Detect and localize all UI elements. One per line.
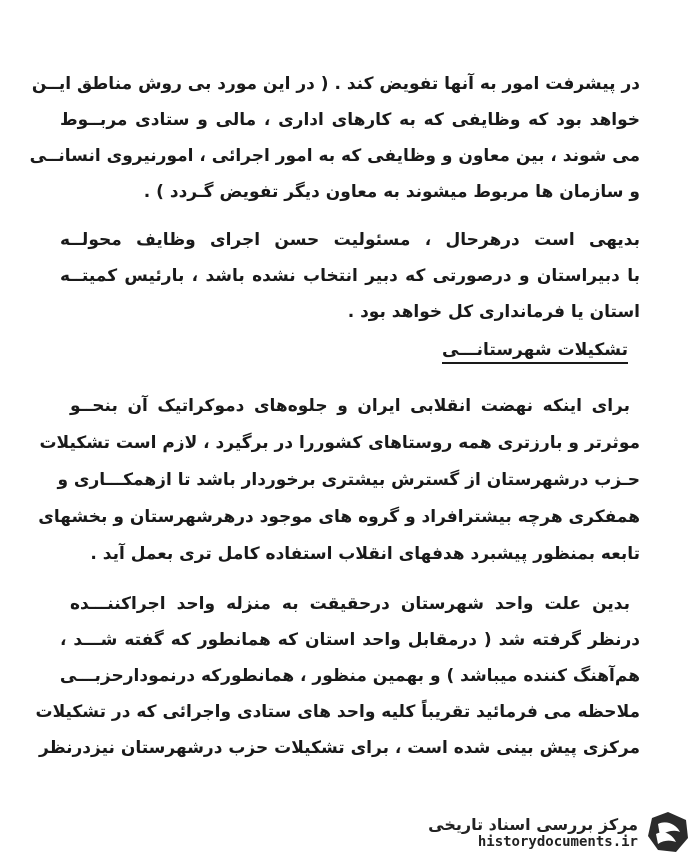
- text-line: موثرتر و بارزتری همه روستاهای کشوررا در برگیرد ، لازم است تشکیلات: [39, 433, 640, 453]
- text-line: هم‌آهنگ کننده میباشد ) و بهمین منظور ، همانطورکه درنمودارحزبـــی: [59, 666, 640, 686]
- text-line: بدیهی است درهرحال ، مسئولیت حسن اجرای وظایف محولــه: [60, 230, 640, 250]
- text-line: خواهد بود که وظایفی که به کارهای اداری ، مالی و ستادی مربــوط: [60, 110, 640, 130]
- watermark-url: historydocuments.ir: [477, 833, 638, 850]
- text-line: ملاحظه می فرمائید تقریباً کلیه واحد های ستادی واجرائی که در تشکیلات: [35, 702, 640, 722]
- text-line: درنظر گرفته شد ( درمقابل واحد استان که همانطور که گفته شـــد ،: [60, 630, 640, 650]
- text-line: بدین علت واحد شهرستان درحقیقت به منزله واحد اجراکننـــده: [70, 594, 630, 614]
- text-line: مرکزی پیش بینی شده است ، برای تشکیلات حزب درشهرستان نیزدرنظر: [39, 738, 640, 758]
- section-heading: تشکیلات شهرستانـــی: [442, 340, 628, 364]
- text-line: می شوند ، بین معاون و وظایفی که به امور اجرائی ، امورنیروی انسانــی: [29, 146, 640, 166]
- text-line: با دبیراستان و درصورتی که دبیر انتخاب نشده باشد ، بارئیس کمیتــه: [60, 266, 640, 286]
- text-line: همفکری هرچه بیشترافراد و گروه های موجود درهرشهرستان و بخشهای: [38, 507, 640, 527]
- watermark-title: مرکز بررسی اسناد تاریخی: [428, 814, 638, 834]
- text-line: تابعه بمنظور پیشبرد هدفهای انقلاب استفاده کامل تری بعمل آید .: [90, 544, 640, 564]
- text-line: در پیشرفت امور به آنها تفویض کند . ( در این مورد بی روش مناطق ایــن: [31, 74, 640, 94]
- text-line: برای اینکه نهضت انقلابی ایران و جلوه‌های دموکراتیک آن بنحــو: [70, 396, 630, 416]
- watermark: [428, 810, 690, 854]
- text-line: و سازمان ها مربوط میشوند به معاون دیگر تفویض گـردد ) .: [143, 182, 640, 202]
- archive-logo-icon: [646, 810, 690, 854]
- text-line: حـزب درشهرستان از گسترش بیشتری برخوردار باشد تا ازهمکـــاری و: [57, 470, 640, 490]
- text-line: استان یا فرمانداری کل خواهد بود .: [347, 302, 640, 322]
